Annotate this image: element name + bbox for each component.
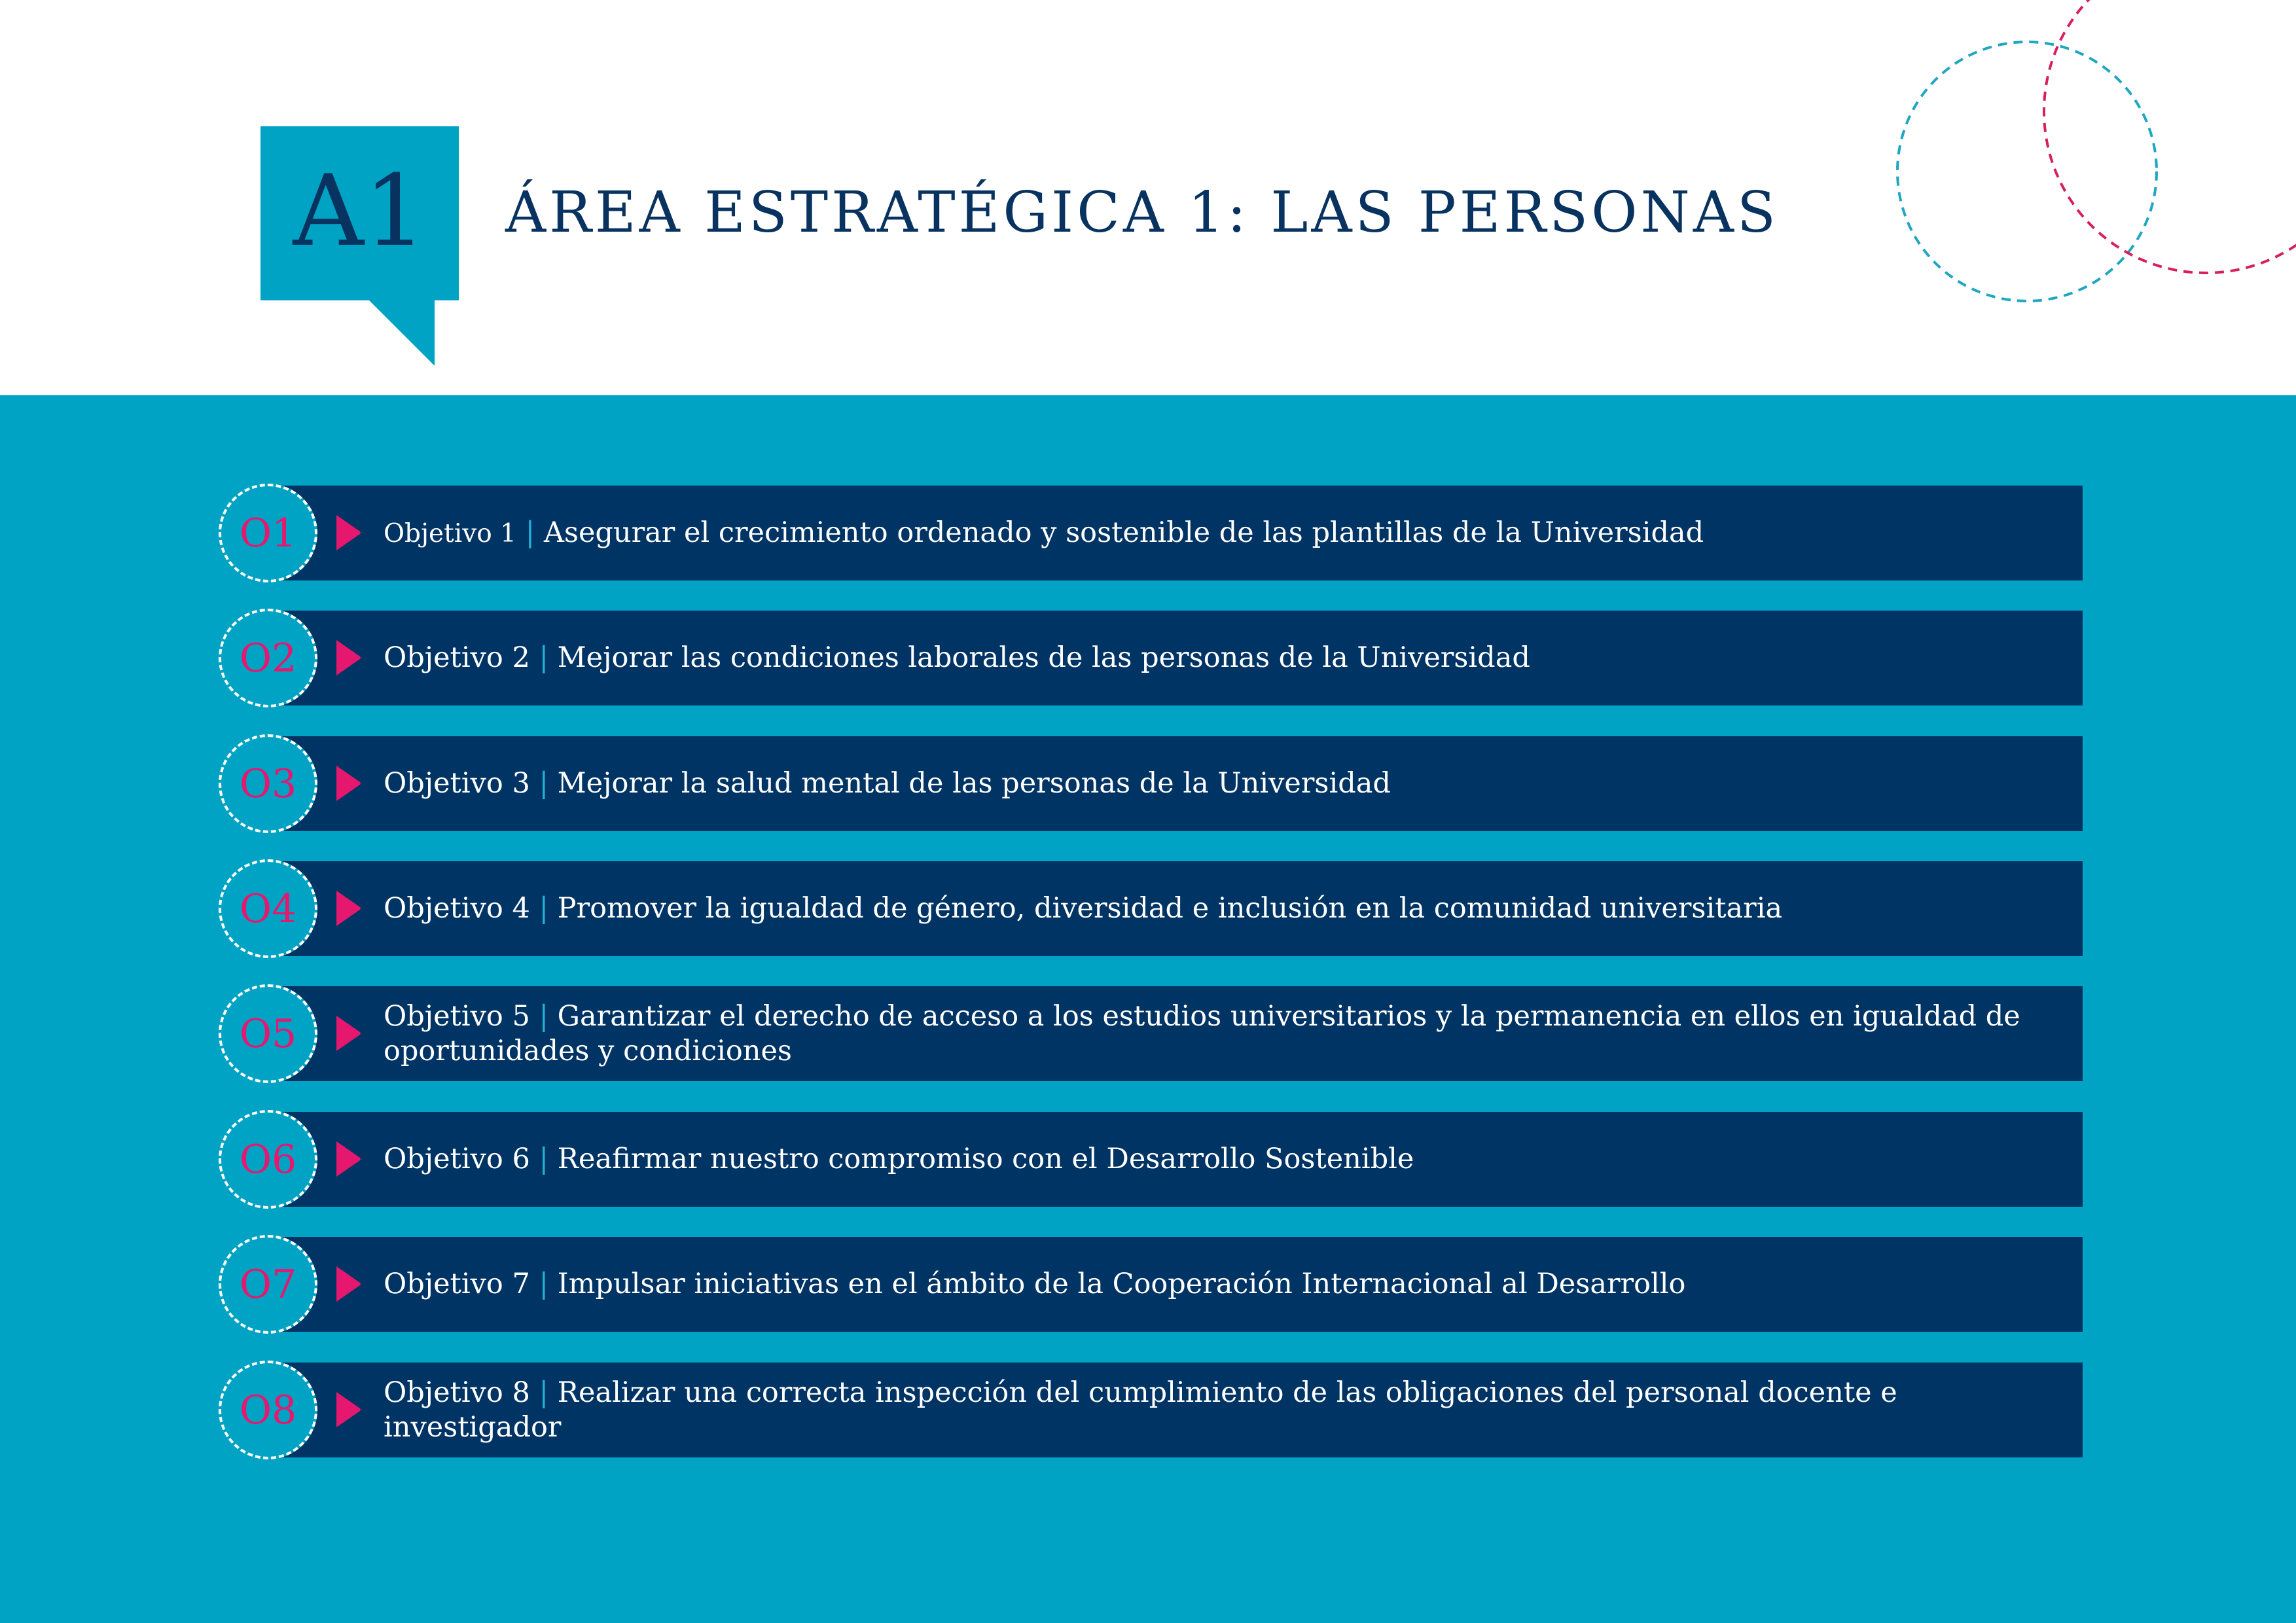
objective-separator: | — [539, 767, 548, 800]
triangle-arrow-icon — [334, 1390, 363, 1429]
triangle-arrow-icon — [334, 764, 363, 803]
objective-description: Asegurar el crecimiento ordenado y sostenible de las plantillas de la Universidad — [543, 516, 1704, 550]
objective-description: Realizar una correcta inspección del cumplimiento de las obligaciones del personal docente e investigador — [384, 1376, 1897, 1444]
objective-number: O8 — [239, 1387, 297, 1433]
objective-label: Objetivo 2 — [384, 641, 530, 675]
objective-label: Objetivo 4 — [384, 892, 530, 925]
objective-description: Reafirmar nuestro compromiso con el Desarrollo Sostenible — [557, 1143, 1414, 1176]
objective-separator: | — [539, 1268, 548, 1301]
objective-text — [384, 1237, 2059, 1332]
objective-row — [0, 486, 2296, 580]
objective-text — [384, 861, 2059, 956]
triangle-arrow-icon — [334, 513, 363, 552]
objective-text — [384, 486, 2059, 580]
objective-number: O2 — [239, 635, 297, 681]
objective-number: O1 — [239, 510, 297, 556]
objective-row — [0, 1112, 2296, 1207]
objective-row — [0, 1363, 2296, 1457]
objective-row — [0, 1237, 2296, 1332]
triangle-arrow-icon — [334, 1014, 363, 1053]
objective-text — [384, 1112, 2059, 1207]
objective-label: Objetivo 5 — [384, 1000, 530, 1033]
objective-row — [0, 611, 2296, 705]
page-title: ÁREA ESTRATÉGICA 1: LAS PERSONAS — [505, 180, 1779, 245]
objective-text — [384, 1363, 2059, 1457]
objective-number: O3 — [239, 760, 297, 807]
objective-label: Objetivo 7 — [384, 1268, 530, 1301]
objective-description: Impulsar iniciativas en el ámbito de la Cooperación Internacional al Desarrollo — [557, 1268, 1686, 1301]
objective-separator: | — [539, 1143, 548, 1176]
dashed-circles-decoration — [1885, 0, 2296, 327]
objective-number: O6 — [239, 1136, 297, 1183]
triangle-arrow-icon — [334, 638, 363, 677]
objective-separator: | — [539, 1000, 548, 1033]
objective-text — [384, 986, 2059, 1081]
objective-number: O4 — [239, 885, 297, 932]
objective-number: O7 — [239, 1261, 297, 1308]
objective-description: Mejorar la salud mental de las personas de la Universidad — [557, 767, 1391, 800]
objective-label: Objetivo 8 — [384, 1376, 530, 1410]
objective-label: Objetivo 1 — [384, 519, 516, 549]
triangle-arrow-icon — [334, 1139, 363, 1179]
objective-row — [0, 861, 2296, 956]
objective-separator: | — [525, 516, 535, 550]
objective-description: Mejorar las condiciones laborales de las personas de la Universidad — [557, 641, 1530, 675]
objective-label: Objetivo 3 — [384, 767, 530, 800]
triangle-arrow-icon — [334, 889, 363, 928]
area-badge — [260, 126, 459, 366]
triangle-arrow-icon — [334, 1264, 363, 1304]
objective-row — [0, 986, 2296, 1081]
objective-separator: | — [539, 892, 548, 925]
objective-row — [0, 736, 2296, 831]
objective-number: O5 — [239, 1010, 297, 1057]
objective-separator: | — [539, 1376, 548, 1410]
objective-text — [384, 611, 2059, 705]
objective-text — [384, 736, 2059, 831]
area-badge-label: A1 — [293, 154, 427, 268]
objective-separator: | — [539, 641, 548, 675]
objective-description: Garantizar el derecho de acceso a los estudios universitarios y la permanencia en ellos en igualdad de oportunidades y condiciones — [384, 1000, 2020, 1067]
objective-description: Promover la igualdad de género, diversidad e inclusión en la comunidad universitaria — [557, 892, 1783, 925]
objective-label: Objetivo 6 — [384, 1143, 530, 1176]
